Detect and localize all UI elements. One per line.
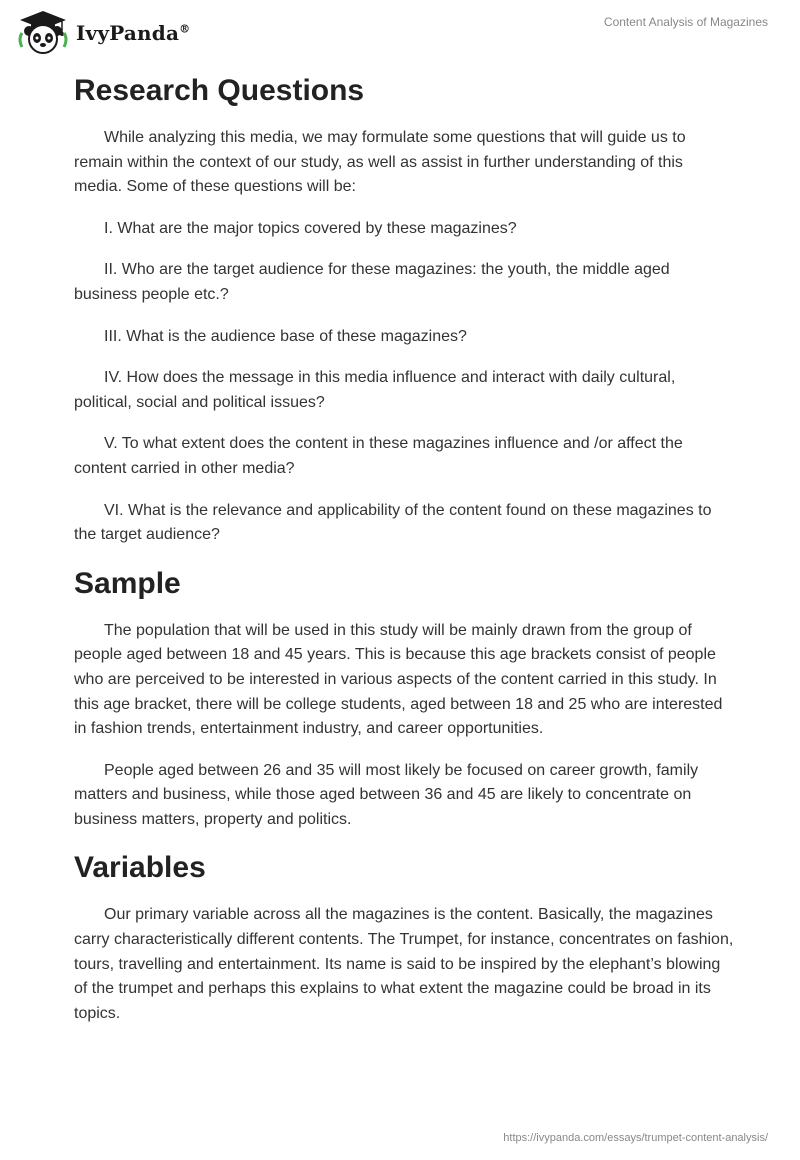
paragraph: While analyzing this media, we may formulate some questions that will guide us to remain within the context of our study, as well as assist in further understanding of this media. Some of these questions will be:	[74, 129, 686, 196]
section-heading: Variables	[74, 851, 206, 885]
section-research-questions	[74, 72, 734, 548]
section-variables	[74, 849, 734, 1026]
source-url[interactable]: https://ivypanda.com/essays/trumpet-content-analysis/	[503, 1132, 768, 1144]
question-item: III. What is the audience base of these magazines?	[104, 327, 467, 345]
paragraph: The population that will be used in this study will be mainly drawn from the group of people aged between 18 and 45 years. This is because this age brackets consist of people who are perceived to be interested in various aspects of the content carried in this study. In this age bracket, there will be college students, aged between 18 and 25 who are interested in fashion trends, entertainment industry, and career opportunities.	[74, 621, 723, 738]
page-header	[0, 0, 800, 60]
question-item: VI. What is the relevance and applicability of the content found on these magazines to the target audience?	[74, 501, 712, 544]
question-item: II. Who are the target audience for these magazines: the youth, the middle aged business people etc.?	[74, 261, 670, 303]
question-item: V. To what extent does the content in these magazines influence and /or affect the content carried in other media?	[74, 435, 683, 477]
question-item: IV. How does the message in this media influence and interact with daily cultural, political, social and political issues?	[74, 369, 676, 411]
essay-body	[74, 72, 734, 1043]
running-title: Content Analysis of Magazines	[603, 15, 768, 29]
logo-wordmark: IvyPanda®	[76, 21, 191, 45]
section-sample	[74, 565, 734, 833]
paragraph: People aged between 26 and 35 will most likely be focused on career growth, family matters and business, while those aged between 36 and 45 are likely to concentrate on business matters, property and politics.	[74, 761, 699, 828]
paragraph: Our primary variable across all the magazines is the content. Basically, the magazines carry characteristically different contents. The Trumpet, for instance, concentrates on fashion, tours, travelling and entertainment. Its name is said to be inspired by the elephant’s blowing of the trumpet and perhaps this explains to what extent the magazine could be broad in its topics.	[74, 906, 734, 1022]
section-heading: Research Questions	[74, 74, 365, 107]
question-item: I. What are the major topics covered by these magazines?	[104, 219, 517, 237]
ivypanda-logo[interactable]	[14, 9, 190, 55]
section-heading: Sample	[74, 566, 181, 600]
panda-graduate-icon	[14, 9, 72, 55]
